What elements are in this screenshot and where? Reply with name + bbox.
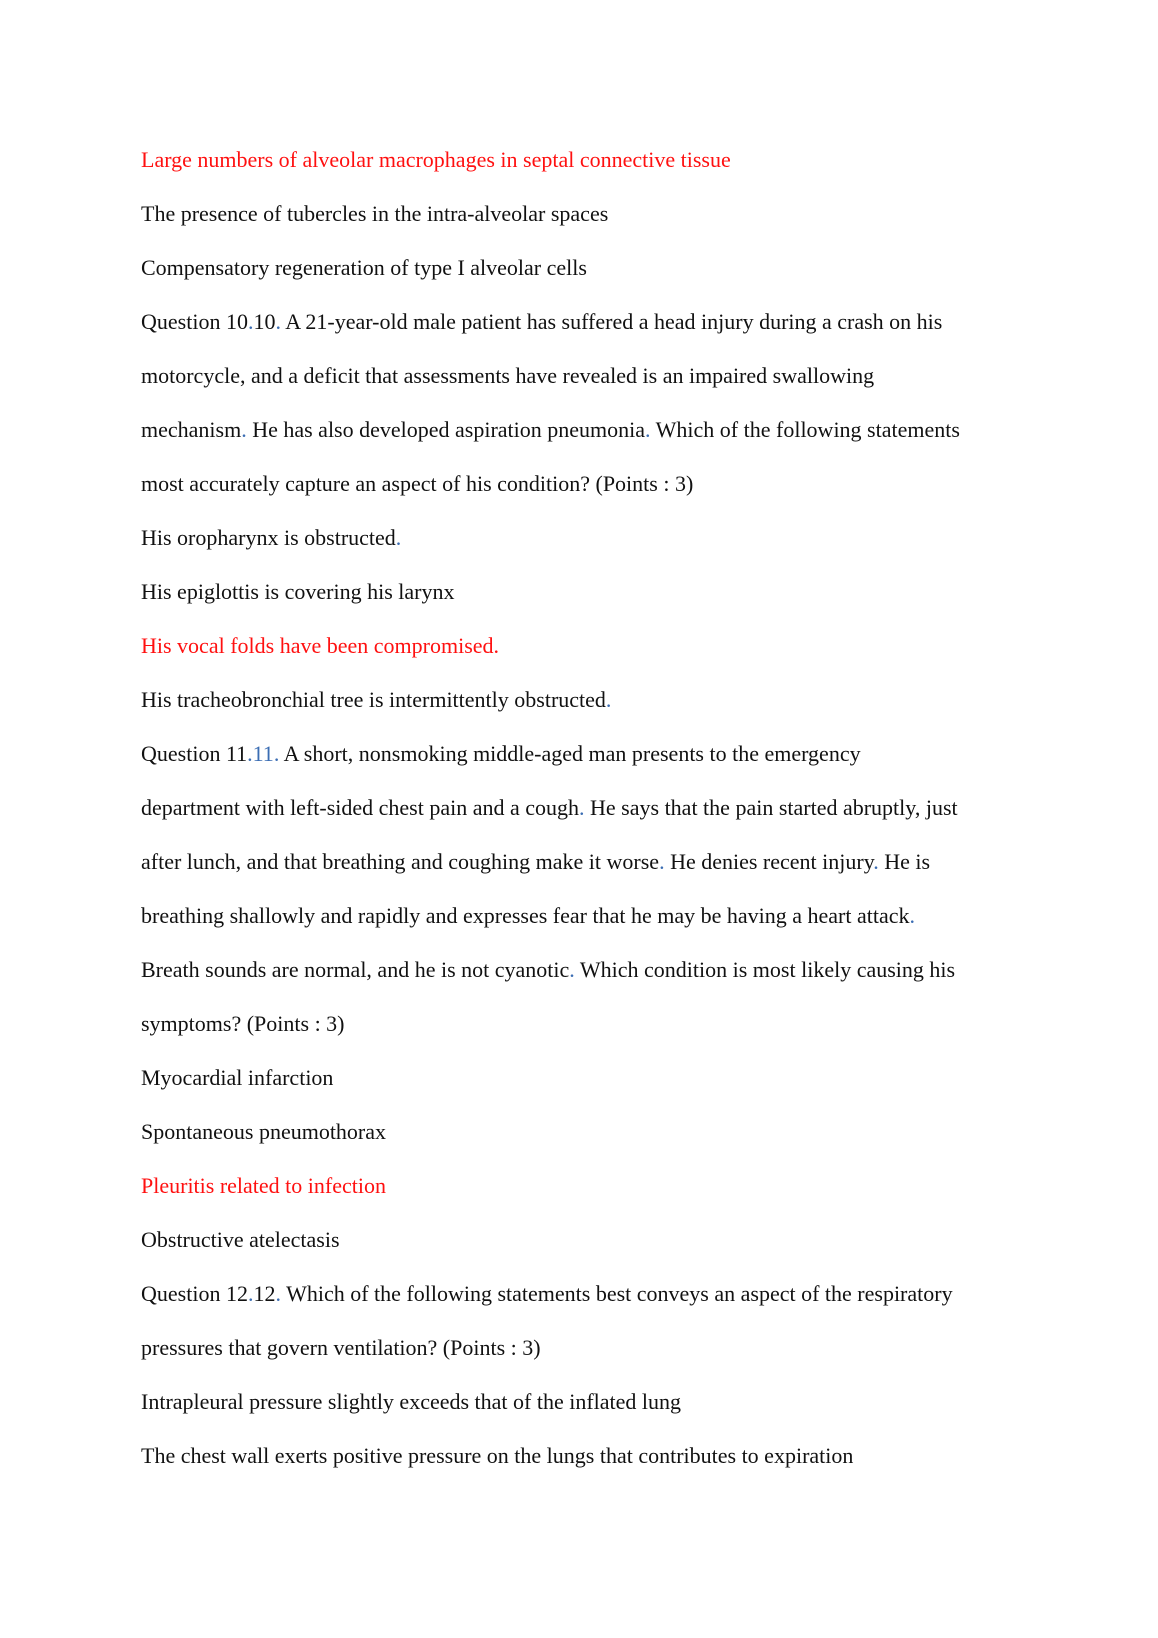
question-12-line: [141, 1267, 1041, 1321]
question-label: 10: [253, 309, 276, 334]
question-label: Question 11: [141, 741, 248, 766]
answer-option: The chest wall exerts positive pressure on the lungs that contributes to expiration: [141, 1443, 854, 1468]
question-11-line: after lunch, and that breathing and coughing make it worse. He denies recent injury. He is: [141, 849, 931, 874]
period: .: [275, 309, 281, 334]
answer-option: His epiglottis is covering his larynx: [141, 579, 455, 604]
question-10-line: [141, 403, 1041, 457]
answer-option: Myocardial infarction: [141, 1065, 334, 1090]
question-11-line: Breath sounds are normal, and he is not cyanotic. Which condition is most likely causing his: [141, 957, 956, 982]
question-label: Question 12: [141, 1281, 248, 1306]
period: .: [247, 1281, 254, 1306]
question-text: Which of the following statements: [655, 417, 960, 442]
period: .: [605, 687, 612, 712]
answer-option: Compensatory regeneration of type I alveolar cells: [141, 255, 587, 280]
period: .: [569, 957, 575, 982]
period: .: [645, 417, 651, 442]
period: .: [659, 849, 665, 874]
question-text: He has also developed aspiration pneumonia: [252, 417, 646, 442]
answer-option: Intrapleural pressure slightly exceeds that of the inflated lung: [141, 1389, 682, 1414]
question-10-line: [141, 295, 1041, 349]
period: .: [909, 903, 915, 928]
period: .: [247, 741, 253, 766]
period: .: [579, 795, 585, 820]
answer-correct: Pleuritis related to infection: [141, 1173, 386, 1198]
question-11-line: symptoms? (Points : 3): [141, 1011, 345, 1036]
question-11-line: department with left-sided chest pain and a cough. He says that the pain started abruptly, just: [141, 795, 958, 820]
period: .: [241, 417, 247, 442]
answer-option: His oropharynx is obstructed.: [141, 525, 402, 550]
question-text: A 21-year-old male patient has suffered a head injury during a crash on his: [285, 309, 943, 334]
question-10-line: motorcycle, and a deficit that assessments have revealed is an impaired swallowing: [141, 363, 875, 388]
question-text: mechanism: [141, 417, 242, 442]
period: .: [275, 1281, 281, 1306]
period: .: [273, 741, 280, 766]
answer-correct: Large numbers of alveolar macrophages in septal connective tissue: [141, 147, 731, 172]
question-11-line: breathing shallowly and rapidly and expresses fear that he may be having a heart attack.: [141, 903, 915, 928]
document-page: [141, 133, 1041, 1483]
question-text: A short, nonsmoking middle-aged man presents to the emergency: [283, 741, 861, 766]
answer-option: Spontaneous pneumothorax: [141, 1119, 387, 1144]
answer-correct: His vocal folds have been compromised.: [141, 633, 500, 658]
question-text: Which of the following statements best conveys an aspect of the respiratory: [286, 1281, 953, 1306]
period: .: [873, 849, 879, 874]
question-12-line: pressures that govern ventilation? (Points : 3): [141, 1335, 541, 1360]
question-label: Question 10: [141, 309, 248, 334]
answer-option: The presence of tubercles in the intra-alveolar spaces: [141, 201, 609, 226]
question-label: 11: [252, 741, 274, 766]
answer-option: Obstructive atelectasis: [141, 1227, 340, 1252]
question-label: 12: [253, 1281, 276, 1306]
period: .: [247, 309, 254, 334]
question-10-line: most accurately capture an aspect of his condition? (Points : 3): [141, 471, 694, 496]
period: .: [493, 633, 500, 658]
question-11-line: [141, 727, 1041, 781]
period: .: [395, 525, 402, 550]
answer-option: His tracheobronchial tree is intermittently obstructed.: [141, 687, 612, 712]
